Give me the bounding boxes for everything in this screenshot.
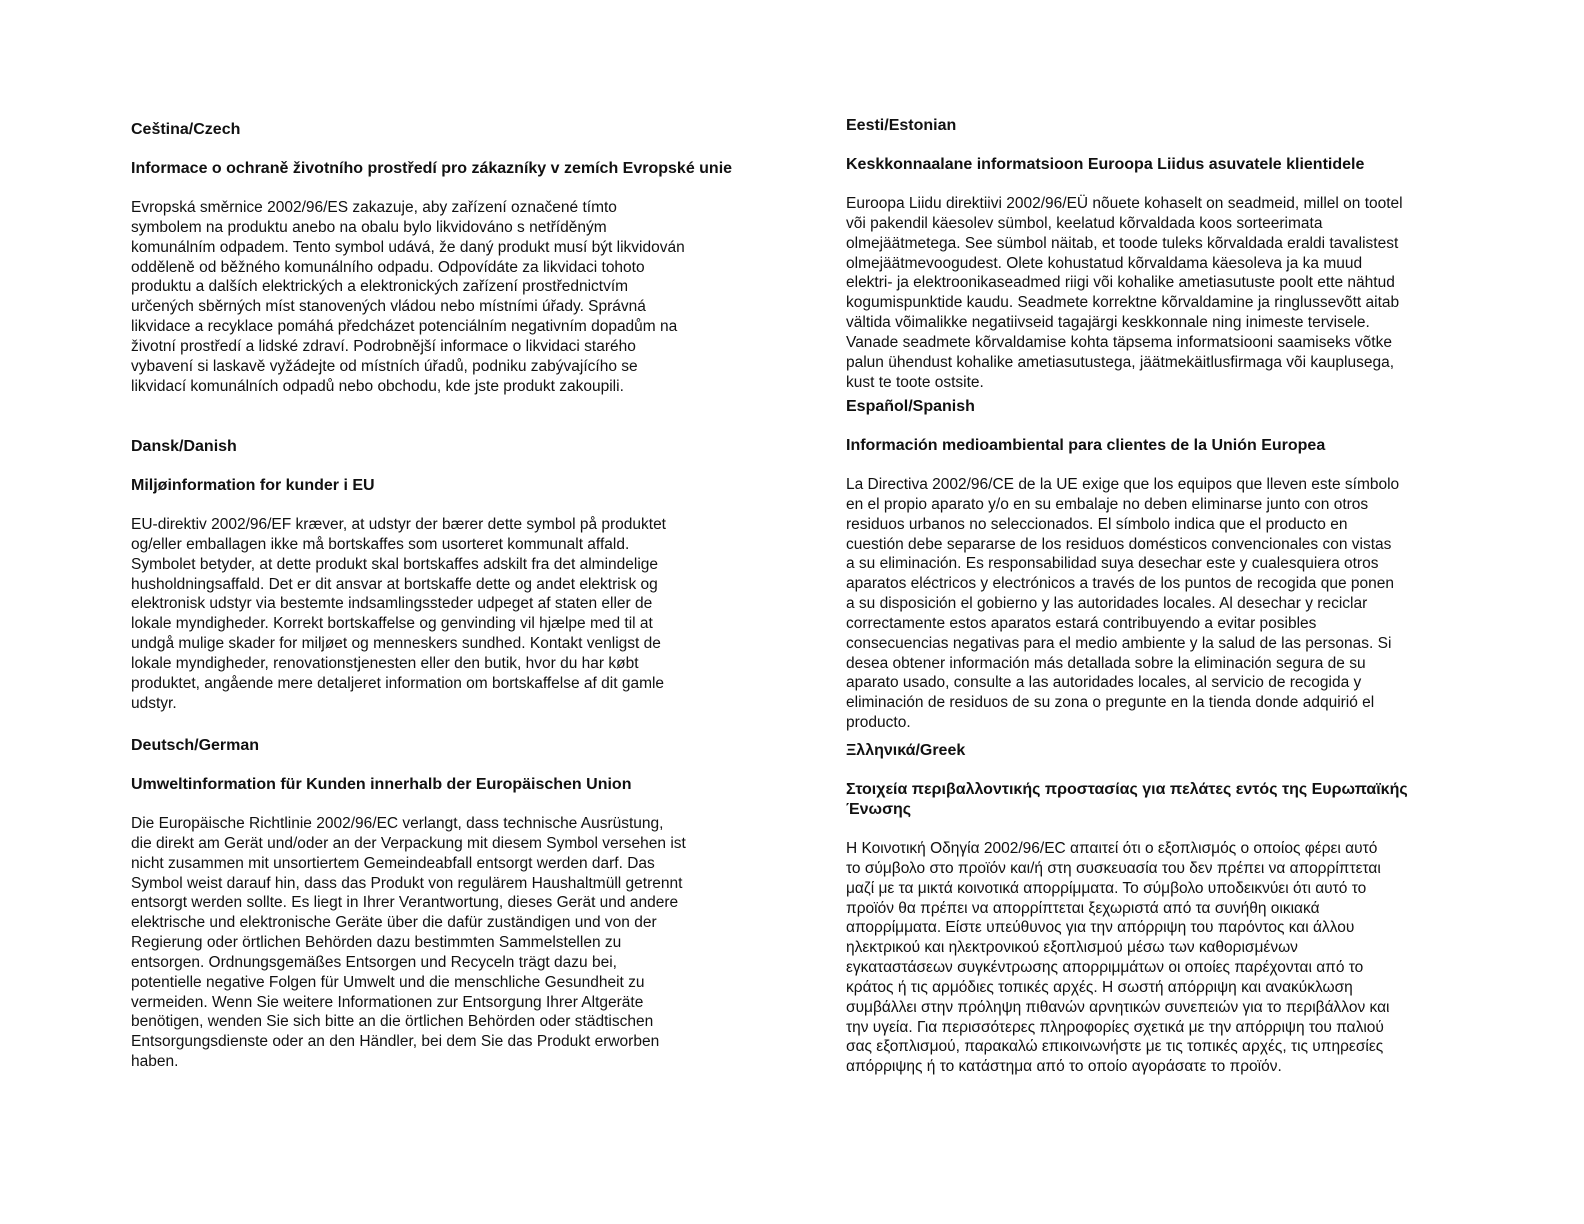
body-line: komunálním odpadem. Tento symbol udává, že daný produkt musí být likvidován bbox=[131, 238, 685, 256]
body-line: Regierung oder örtlichen Behörden dazu bestimmten Sammelstellen zu bbox=[131, 934, 622, 952]
body-line: residuos urbanos no seleccionados. El símbolo indica que el producto en bbox=[846, 515, 1348, 533]
section-estonian bbox=[846, 116, 1474, 392]
body-line: og/eller emballagen ikke må bortskaffes som usorteret kommunalt affald. bbox=[131, 535, 630, 553]
body-line: určených sběrných míst stanovených vládou nebo místními úřady. Správná bbox=[131, 298, 646, 316]
body-line: Η Κοινοτική Οδηγία 2002/96/EC απαιτεί ότι ο εξοπλισμός ο οποίος φέρει αυτό bbox=[846, 840, 1378, 857]
body-line: σας εξοπλισμού, παρακαλώ επικοινωνήστε με τις τοπικές αρχές, τις υπηρεσίες bbox=[846, 1038, 1384, 1056]
body-line: aparatos eléctricos y electrónicos a través de los puntos de recogida que ponen bbox=[846, 575, 1395, 593]
body-line: symbolem na produktu anebo na obalu bylo likvidováno s netříděným bbox=[131, 218, 607, 236]
body-line: životní prostředí a lidské zdraví. Podrobnější informace o likvidaci starého bbox=[131, 337, 636, 355]
section-danish bbox=[131, 437, 759, 713]
body-line: elektri- ja elektroonikaseadmed riigi või kohalike ametiasutuste poolt ette nähtud bbox=[846, 274, 1395, 292]
language-label: Ξλληνικά/Greek bbox=[846, 742, 966, 759]
section-greek bbox=[846, 741, 1474, 1077]
section-body bbox=[131, 198, 759, 396]
section-body bbox=[846, 194, 1474, 392]
body-line: desea obtener información más detallada sobre la eliminación segura de su bbox=[846, 654, 1366, 672]
body-line: produktu a dalších elektrických a elektronických zařízení prostřednictvím bbox=[131, 278, 629, 296]
body-line: cuestión debe separarse de los residuos domésticos convencionales con vistas bbox=[846, 535, 1392, 553]
body-line: udstyr. bbox=[131, 694, 177, 712]
body-line: Die Europäische Richtlinie 2002/96/EC verlangt, dass technische Ausrüstung, bbox=[131, 815, 664, 832]
body-line: aparato usado, consulte a las autoridades locales, al servicio de recogida y bbox=[846, 674, 1362, 692]
language-label: Eesti/Estonian bbox=[846, 117, 957, 134]
section-body bbox=[846, 839, 1474, 1077]
body-line: απόρριψης ή το κατάστημα από το οποίο αγοράσατε το προϊόν. bbox=[846, 1058, 1282, 1076]
language-label: Ceština/Czech bbox=[131, 121, 241, 138]
section-body bbox=[846, 475, 1474, 733]
body-line: nicht zusammen mit unsortiertem Gemeindeabfall entsorgt werden darf. Das bbox=[131, 854, 655, 872]
body-line: ηλεκτρικού και ηλεκτρονικού εξοπλισμού μέσω των καθορισμένων bbox=[846, 939, 1298, 957]
body-line: Evropská směrnice 2002/96/ES zakazuje, aby zařízení označené tímto bbox=[131, 199, 617, 216]
body-line: elektrische und elektronische Geräte über die dafür zuständigen und von der bbox=[131, 914, 657, 932]
language-label: Deutsch/German bbox=[131, 737, 260, 754]
body-line: συμβάλλει στην πρόληψη πιθανών αρνητικών συνεπειών για το περιβάλλον και bbox=[846, 998, 1390, 1016]
body-line: producto. bbox=[846, 714, 911, 732]
section-german bbox=[131, 736, 759, 1072]
body-line: Symbol weist darauf hin, dass das Produkt von regulärem Haushaltmüll getrennt bbox=[131, 874, 683, 892]
body-line: või pakendil käesolev sümbol, keelatud kõrvaldada koos sorteerimata bbox=[846, 214, 1323, 232]
body-line: την υγεία. Για περισσότερες πληροφορίες σχετικά με την απόρριψη του παλιού bbox=[846, 1018, 1384, 1036]
body-line: lokale myndigheder. Korrekt bortskaffelse og genvinding vil hjælpe med til at bbox=[131, 615, 653, 633]
body-line: κράτος ή τις αρμόδιες τοπικές αρχές. Η σωστή απόρριψη και ανακύκλωση bbox=[846, 978, 1353, 996]
body-line: kust te toote ostsite. bbox=[846, 373, 984, 391]
section-title: Información medioambiental para clientes de la Unión Europea bbox=[846, 437, 1326, 454]
body-line: entsorgt werden sollte. Es liegt in Ihrer Verantwortung, dieses Gerät und andere bbox=[131, 894, 679, 912]
body-line: consecuencias negativas para el medio ambiente y la salud de las personas. Si bbox=[846, 634, 1392, 652]
body-line: benötigen, wenden Sie sich bitte an die örtlichen Behörden oder städtischen bbox=[131, 1013, 654, 1031]
body-line: palun ühendust kohalike ametiasutustega, jäätmekäitlusfirmaga või kauplusega, bbox=[846, 353, 1395, 371]
section-title: Στοιχεία περιβαλλοντικής προστασίας για πελάτες εντός της Ευρωπαϊκής Ένωσης bbox=[846, 781, 1408, 818]
body-line: Symbolet betyder, at dette produkt skal bortskaffes adskilt fra det almindelige bbox=[131, 555, 658, 573]
body-line: EU-direktiv 2002/96/EF kræver, at udstyr der bærer dette symbol på produktet bbox=[131, 516, 666, 533]
body-line: husholdningsaffald. Det er dit ansvar at bortskaffe dette og andet elektrisk og bbox=[131, 575, 658, 593]
section-title: Informace o ochraně životního prostředí pro zákazníky v zemích Evropské unie bbox=[131, 160, 733, 177]
body-line: προϊόν θα πρέπει να απορρίπτεται ξεχωριστά από τα συνήθη οικιακά bbox=[846, 899, 1320, 917]
body-line: vybavení si laskavě vyžádejte od místních úřadů, podniku zabývajícího se bbox=[131, 357, 638, 375]
body-line: a su eliminación. Es responsabilidad suya desechar este y cualesquiera otros bbox=[846, 555, 1379, 573]
body-line: το σύμβολο στο προϊόν και/ή στη συσκευασία του δεν πρέπει να απορρίπτεται bbox=[846, 859, 1381, 877]
body-line: odděleně od běžného komunálního odpadu. Odpovídáte za likvidaci tohoto bbox=[131, 258, 645, 276]
body-line: produktet, angående mere detaljeret information om bortskaffelse af dit gamle bbox=[131, 674, 665, 692]
body-line: Euroopa Liidu direktiivi 2002/96/EÜ nõuete kohaselt on seadmeid, millel on tootel bbox=[846, 195, 1403, 212]
body-line: kogumispunktide kaudu. Seadmete korrektne kõrvaldamine ja ringlussevõtt aitab bbox=[846, 294, 1400, 312]
section-title: Umweltinformation für Kunden innerhalb der Europäischen Union bbox=[131, 776, 632, 793]
body-line: likvidace a recyklace pomáhá předcházet potenciálním negativním dopadům na bbox=[131, 318, 678, 336]
body-line: elektronisk udstyr via bestemte indsamlingssteder udpeget af staten eller de bbox=[131, 595, 653, 613]
body-line: en el propio aparato y/o en su embalaje no deben eliminarse junto con otros bbox=[846, 495, 1369, 513]
body-line: likvidací komunálních odpadů nebo obchodu, kde jste produkt zakoupili. bbox=[131, 377, 624, 395]
body-line: Vanade seadmete kõrvaldamise kohta täpsema informatsiooni saamiseks võtke bbox=[846, 333, 1392, 351]
body-line: entsorgen. Ordnungsgemäßes Entsorgen und Recyceln trägt dazu bei, bbox=[131, 953, 617, 971]
section-body bbox=[131, 515, 759, 713]
section-title: Miljøinformation for kunder i EU bbox=[131, 477, 375, 494]
body-line: lokale myndigheder, renovationstjenesten eller den butik, hvor du har købt bbox=[131, 654, 639, 672]
body-line: a su disposición el gobierno y las autoridades locales. Al desechar y reciclar bbox=[846, 595, 1368, 613]
language-label: Español/Spanish bbox=[846, 398, 975, 415]
body-line: vermeiden. Wenn Sie weitere Informationen zur Entsorgung Ihrer Altgeräte bbox=[131, 993, 644, 1011]
section-title: Keskkonnaalane informatsioon Euroopa Liidus asuvatele klientidele bbox=[846, 156, 1365, 173]
body-line: olmejäätmevoogudest. Olete kohustatud kõrvaldama käesoleva ja ka muud bbox=[846, 254, 1363, 272]
section-body bbox=[131, 814, 759, 1072]
section-czech bbox=[131, 120, 759, 396]
body-line: haben. bbox=[131, 1053, 179, 1071]
body-line: απορρίμματα. Είστε υπεύθυνος για την απόρριψη του παρόντος και άλλου bbox=[846, 919, 1355, 937]
body-line: eliminación de residuos de su zona o pregunte en la tienda donde adquirió el bbox=[846, 694, 1375, 712]
body-line: potentielle negative Folgen für Umwelt und die menschliche Gesundheit zu bbox=[131, 973, 645, 991]
body-line: olmejäätmetega. See sümbol näitab, et toode tuleks kõrvaldada eraldi tavalistest bbox=[846, 234, 1399, 252]
section-spanish bbox=[846, 397, 1474, 733]
body-line: La Directiva 2002/96/CE de la UE exige que los equipos que lleven este símbolo bbox=[846, 476, 1400, 493]
body-line: vältida võimalikke negatiivseid tagajärgi keskkonnale ning inimeste tervisele. bbox=[846, 314, 1370, 332]
body-line: Entsorgungsdienste oder an den Händler, bei dem Sie das Produkt erworben bbox=[131, 1033, 660, 1051]
body-line: correctamente estos aparatos estará contribuyendo a evitar posibles bbox=[846, 614, 1317, 632]
body-line: μαζί με τα μικτά κοινοτικά απορρίμματα. Το σύμβολο υποδεικνύει ότι αυτό το bbox=[846, 879, 1367, 897]
body-line: εγκαταστάσεων συγκέντρωσης απορριμμάτων οι οποίες παρέχονται από το bbox=[846, 959, 1364, 977]
body-line: die direkt am Gerät und/oder an der Verpackung mit diesem Symbol versehen ist bbox=[131, 834, 686, 852]
language-label: Dansk/Danish bbox=[131, 438, 237, 455]
body-line: undgå mulige skader for miljøet og menneskers sundhed. Kontakt venligst de bbox=[131, 635, 661, 653]
